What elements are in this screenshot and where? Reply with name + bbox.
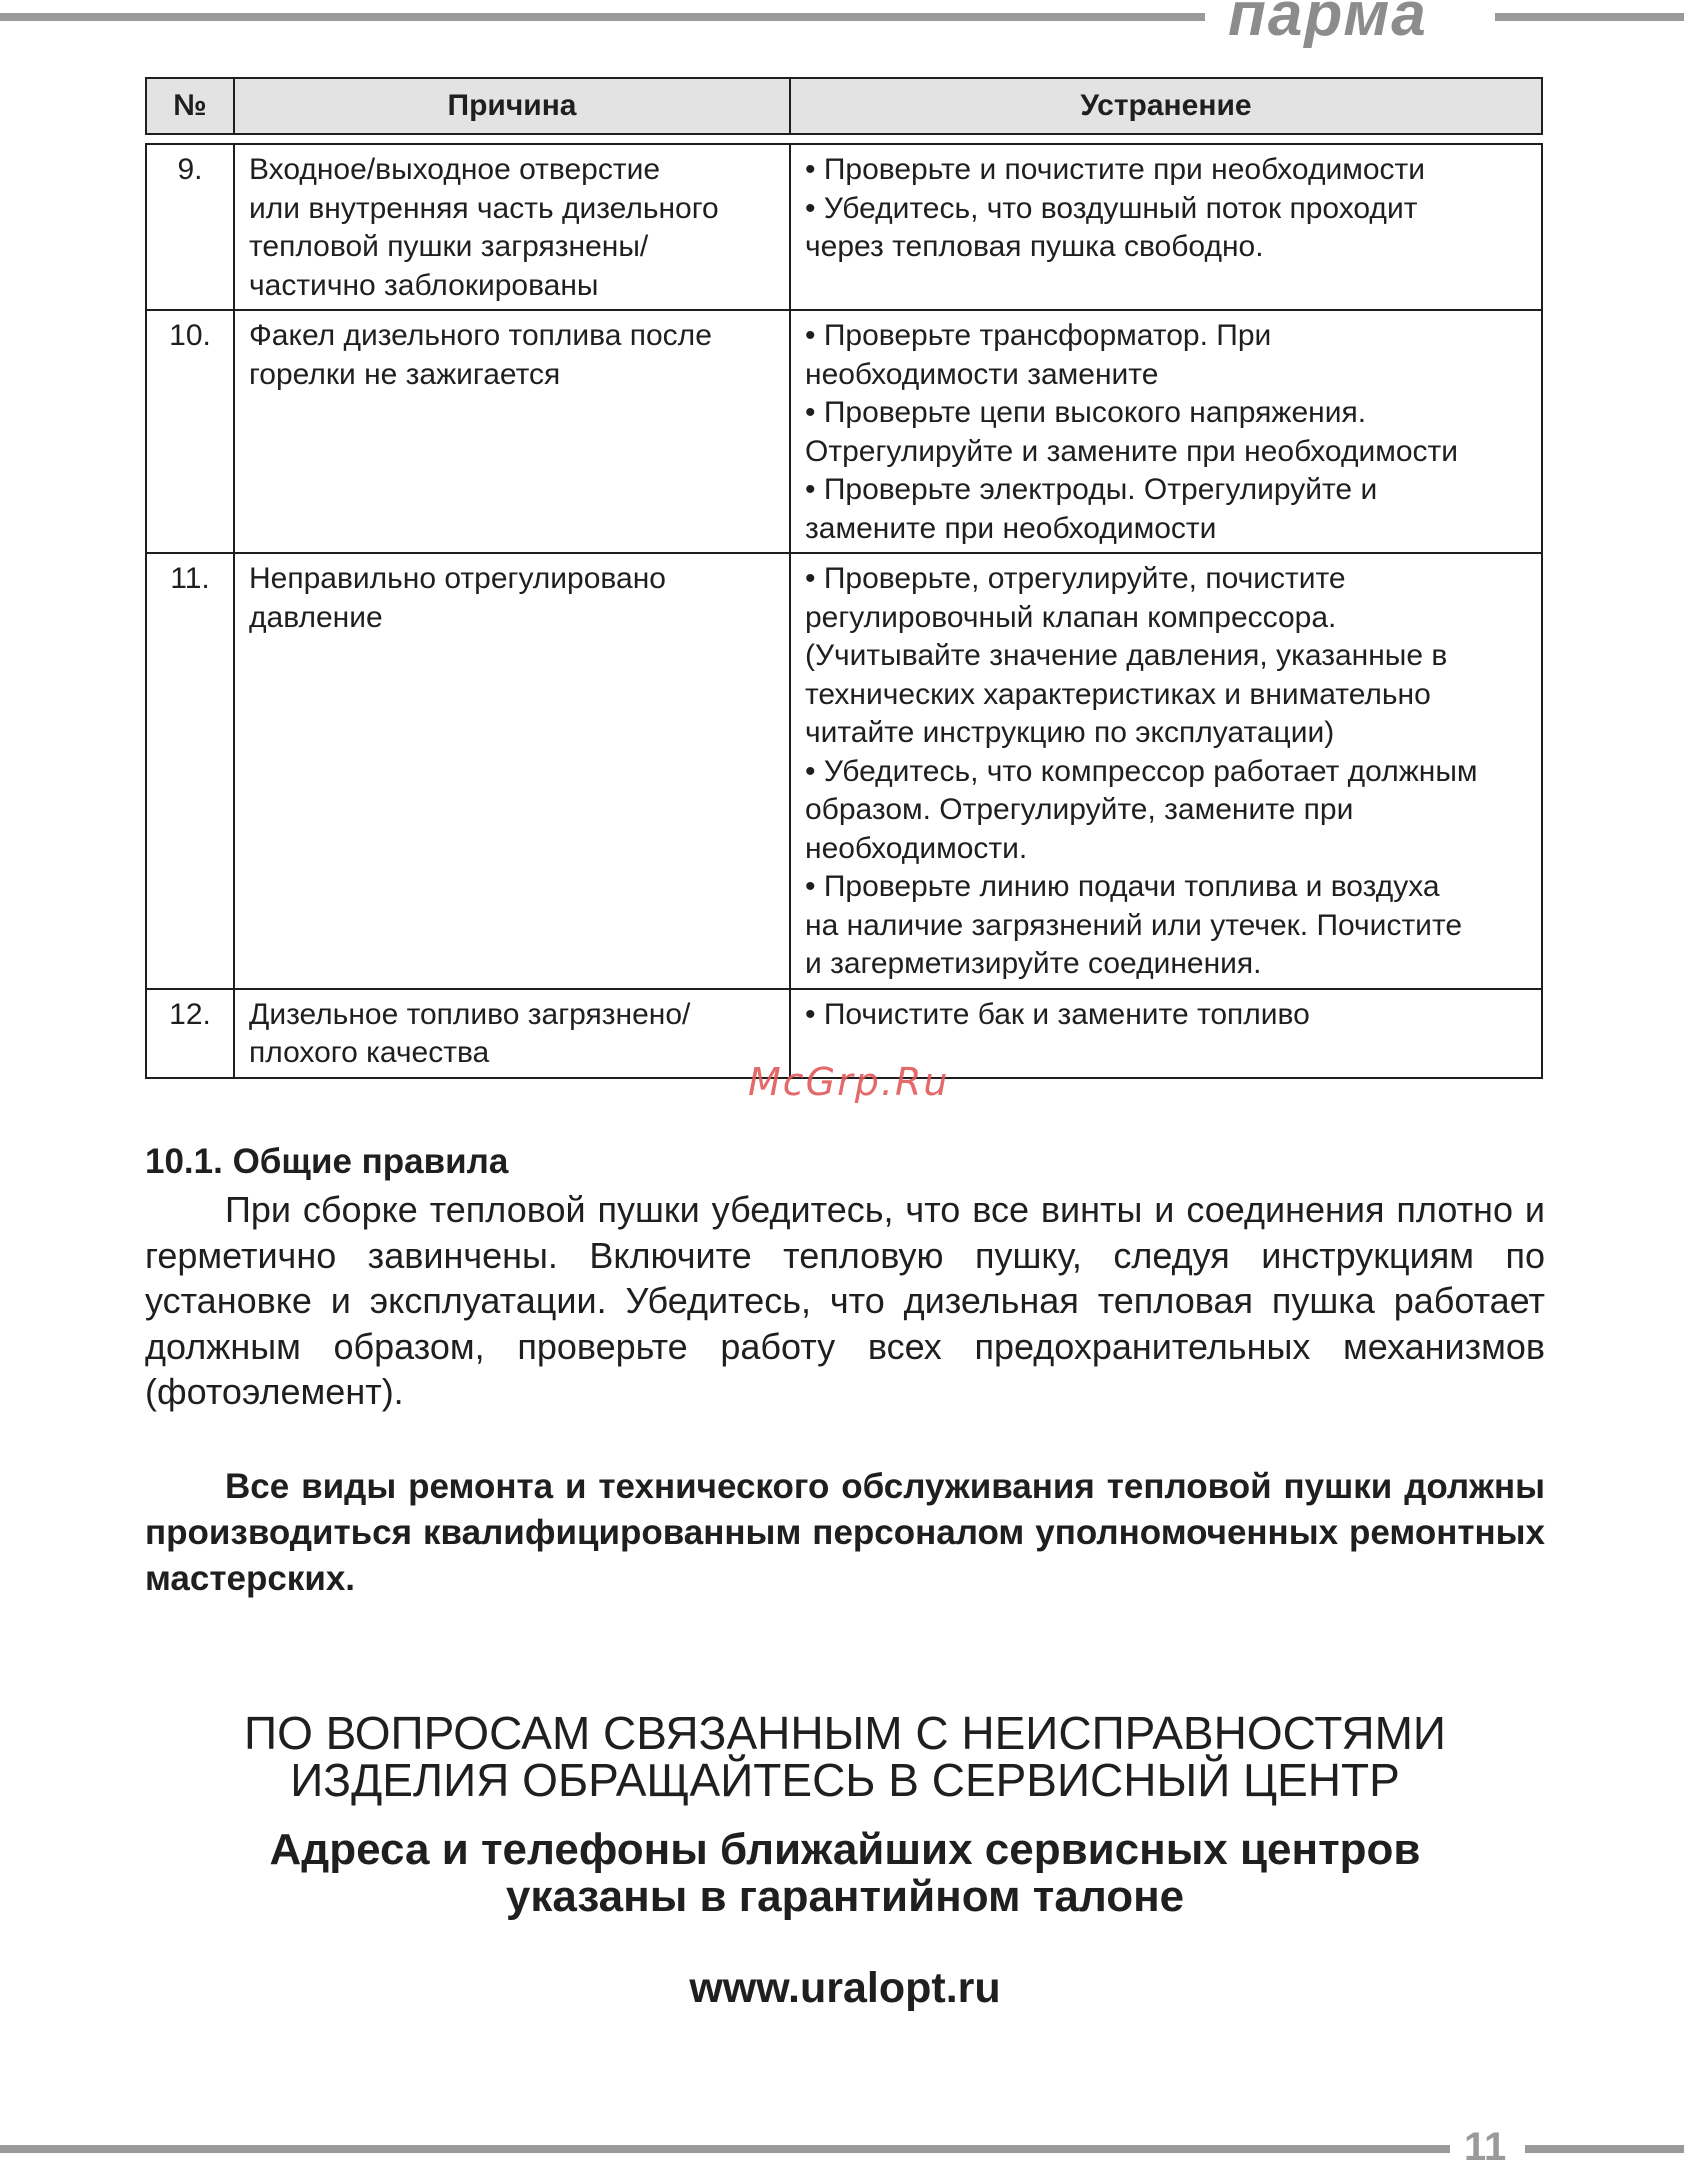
cause-line: тепловой пушки загрязнены/	[249, 230, 649, 263]
cause-line: давление	[249, 600, 383, 634]
footer-rule-left	[0, 2145, 1450, 2153]
service-bold-line2: указаны в гарантийном талоне	[505, 1872, 1185, 1921]
row-number: 11.	[146, 553, 234, 989]
fix-line: необходимости замените	[805, 357, 1159, 391]
section-title: 10.1. Общие правила	[145, 1142, 509, 1181]
fix-line: • Почистите бак и замените топливо	[805, 997, 1310, 1031]
table-row	[146, 310, 1542, 553]
header-rule-right	[1495, 13, 1684, 21]
fix-line: замените при необходимости	[805, 511, 1217, 545]
cause-line: Входное/выходное отверстие	[249, 153, 661, 186]
fix-line: • Убедитесь, что компрессор работает должным	[805, 754, 1478, 788]
table-row	[146, 553, 1542, 989]
watermark: McGrp.Ru	[748, 1060, 950, 1104]
row-number: 9.	[146, 144, 234, 310]
gap-cell	[146, 134, 1542, 144]
fix-line: и загерметизируйте соединения.	[805, 947, 1262, 980]
header-fix: Устранение	[790, 78, 1542, 134]
cause-line: Неправильно отрегулировано	[249, 562, 666, 595]
cause-line: частично заблокированы	[249, 268, 599, 302]
fix-line: • Проверьте цепи высокого напряжения.	[805, 396, 1367, 429]
fix-line: • Проверьте электроды. Отрегулируйте и	[805, 473, 1378, 506]
cause-line: плохого качества	[249, 1036, 490, 1069]
row-cause	[234, 553, 790, 989]
fix-line: регулировочный клапан компрессора.	[805, 600, 1337, 634]
fix-line: (Учитывайте значение давления, указанные в	[805, 639, 1448, 672]
fix-line: на наличие загрязнений или утечек. Почистите	[805, 908, 1463, 942]
table-header-row	[146, 78, 1542, 134]
troubleshooting-table	[145, 77, 1543, 1079]
fix-line: • Проверьте и почистите при необходимости	[805, 153, 1426, 186]
service-caps-line2: ИЗДЕЛИЯ ОБРАЩАЙТЕСЬ В СЕРВИСНЫЙ ЦЕНТР	[290, 1754, 1400, 1806]
row-cause	[234, 144, 790, 310]
brand-logo: парма	[1228, 0, 1428, 49]
fix-line: читайте инструкцию по эксплуатации)	[805, 716, 1335, 749]
cause-line: Дизельное топливо загрязнено/	[249, 997, 691, 1031]
cause-line: горелки не зажигается	[249, 357, 561, 391]
fix-line: через тепловая пушка свободно.	[805, 230, 1264, 263]
fix-line: • Проверьте трансформатор. При	[805, 319, 1272, 352]
row-number: 12.	[146, 989, 234, 1078]
row-fix	[790, 553, 1542, 989]
header-cause: Причина	[234, 78, 790, 134]
row-number: 10.	[146, 310, 234, 553]
header-rule-left	[0, 13, 1205, 21]
cause-line: Факел дизельного топлива после	[249, 319, 712, 352]
fix-line: • Проверьте, отрегулируйте, почистите	[805, 562, 1346, 595]
table-row	[146, 144, 1542, 310]
row-fix	[790, 310, 1542, 553]
footer-rule-right	[1525, 2145, 1684, 2153]
row-cause	[234, 989, 790, 1078]
row-fix	[790, 144, 1542, 310]
table-body	[146, 134, 1542, 1078]
header-num: №	[146, 78, 234, 134]
website-link[interactable]: www.uralopt.ru	[689, 1964, 1001, 2012]
repair-note: Все виды ремонта и технического обслуживания тепловой пушки должны производиться квалифицированным персоналом уполномоченных ремонтных мастерских.	[145, 1467, 1545, 1598]
service-bold-text	[145, 1826, 1545, 1920]
fix-line: технических характеристиках и внимательно	[805, 677, 1431, 711]
service-bold-line1: Адреса и телефоны ближайших сервисных центров	[269, 1825, 1421, 1874]
fix-line: Отрегулируйте и замените при необходимости	[805, 434, 1459, 468]
service-caps-text	[145, 1707, 1545, 1806]
row-cause	[234, 310, 790, 553]
page-number: 11	[1464, 2125, 1507, 2169]
fix-line: • Проверьте линию подачи топлива и воздуха	[805, 870, 1440, 903]
section-paragraph: При сборке тепловой пушки убедитесь, что все винты и соединения плотно и герметично завинчены. Включите тепловую пушку, следуя инструкциям по установке и эксплуатации. Убедитесь, что дизельная тепловая пушка работает должным образом, проверьте работу всех предохранительных механизмов (фотоэлемент).	[145, 1189, 1545, 1412]
fix-line: • Убедитесь, что воздушный поток проходит	[805, 191, 1418, 225]
fix-line: образом. Отрегулируйте, замените при	[805, 793, 1354, 826]
cause-line: или внутренняя часть дизельного	[249, 191, 719, 225]
service-caps-line1: ПО ВОПРОСАМ СВЯЗАННЫМ С НЕИСПРАВНОСТЯМИ	[244, 1707, 1446, 1759]
table-gap-row	[146, 134, 1542, 144]
fix-line: необходимости.	[805, 831, 1028, 865]
